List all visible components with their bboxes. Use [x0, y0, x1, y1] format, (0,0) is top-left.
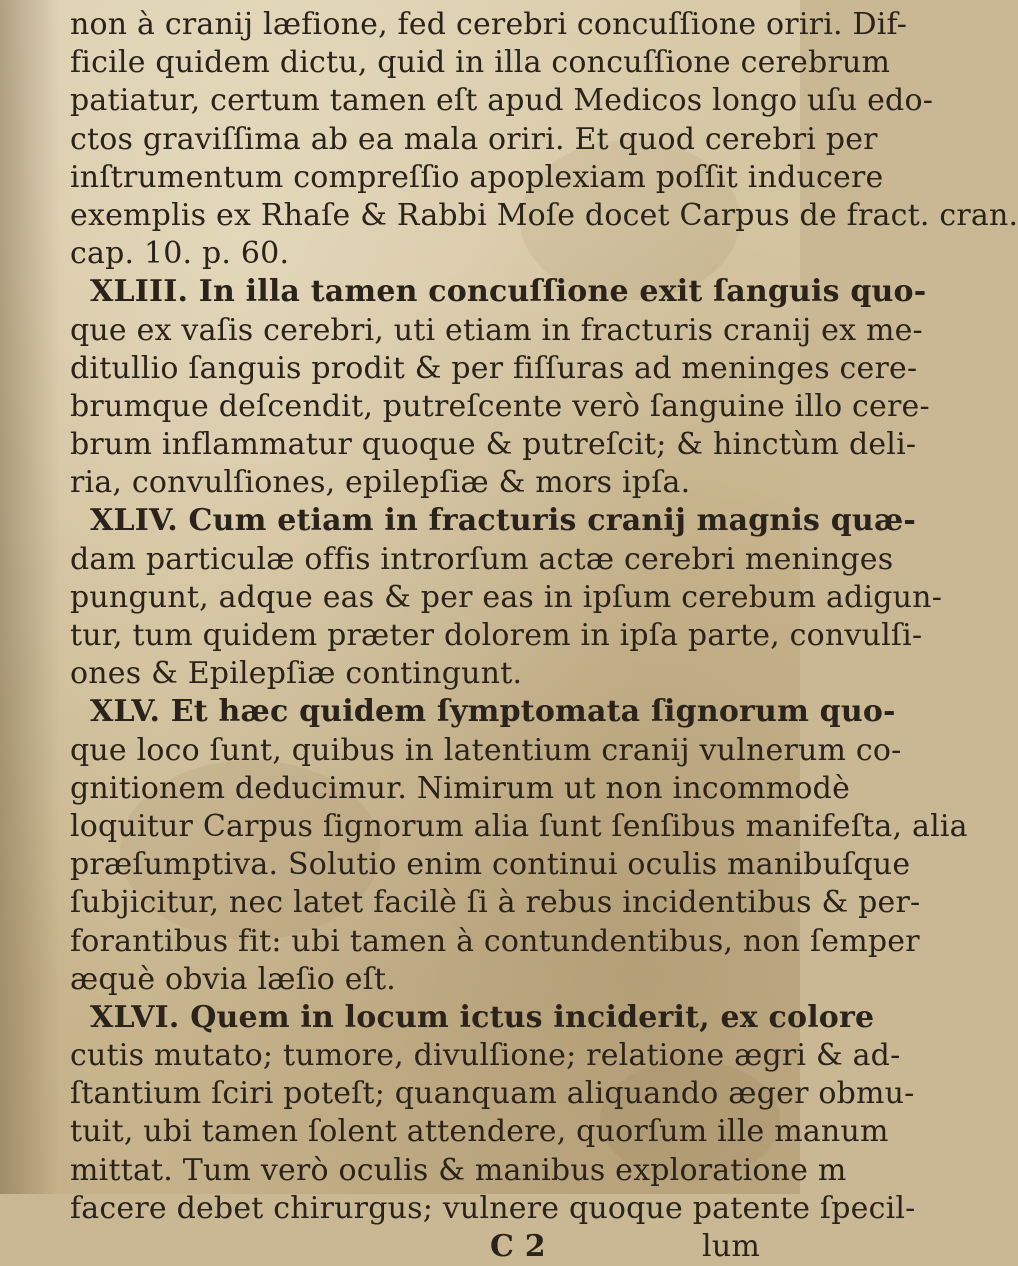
text-line: que loco ſunt, quibus in latentium cranij vulnerum co-: [70, 732, 902, 768]
page-gutter-shadow: [0, 0, 60, 1194]
text-line: mittat. Tum verò oculis & manibus exploratione m: [70, 1152, 847, 1188]
catchword: lum: [702, 1229, 760, 1264]
text-line: ſtantium ſciri poteſt; quanquam aliquando æger obmu-: [70, 1076, 915, 1112]
text-line: tuit, ubi tamen ſolent attendere, quorſum ille manum: [70, 1114, 889, 1150]
section-xlv: XLV. Et hæc quidem ſymptomata ſignorum quo-: [90, 694, 896, 730]
text-line: ctos graviſſima ab ea mala oriri. Et quod cerebri per: [70, 121, 878, 157]
section-xliii: XLIII. In illa tamen concuſſione exit ſanguis quo-: [90, 274, 927, 310]
text-line: ones & Epilepſiæ contingunt.: [70, 656, 523, 692]
text-line: brum inflammatur quoque & putreſcit; & hinctùm deli-: [70, 427, 917, 463]
text-line: que ex vaſis cerebri, uti etiam in fracturis cranij ex me-: [70, 312, 923, 348]
text-line: ria, convulſiones, epilepſiæ & mors ipſa.: [70, 465, 691, 501]
section-xliv: XLIV. Cum etiam in fracturis cranij magnis quæ-: [90, 503, 917, 539]
text-line: loquitur Carpus ſignorum alia ſunt ſenſibus manifeſta, alia: [70, 808, 968, 844]
text-line: brumque deſcendit, putreſcente verò ſanguine illo cere-: [70, 388, 930, 424]
text-line: ditullio ſanguis prodit & per fiſſuras ad meninges cere-: [70, 350, 918, 386]
text-line: dam particulæ offis introrſum actæ cerebri meninges: [70, 541, 894, 577]
text-line: cutis mutato; tumore, divulſione; relatione ægri & ad-: [70, 1038, 901, 1074]
text-line: patiatur, certum tamen eſt apud Medicos longo uſu edo-: [70, 83, 934, 119]
text-line: non à cranij læfione, fed cerebri concuſſione oriri. Dif-: [70, 7, 908, 42]
text-line: exemplis ex Rhaſe & Rabbi Moſe docet Carpus de fract. cran.: [70, 197, 1018, 233]
text-line: gnitionem deducimur. Nimirum ut non incommodè: [70, 770, 851, 806]
text-line: præſumptiva. Solutio enim continui oculis manibuſque: [70, 847, 911, 883]
body-text: [70, 6, 1018, 1266]
page-footer: [70, 1228, 790, 1266]
section-xlvi: XLVI. Quem in locum ictus inciderit, ex colore: [90, 999, 875, 1035]
text-line: facere debet chirurgus; vulnere quoque patente ſpecil-: [70, 1190, 916, 1226]
signature-mark: C 2: [490, 1229, 546, 1264]
text-line: forantibus fit: ubi tamen à contundentibus, non ſemper: [70, 923, 920, 959]
text-line: æquè obvia læſio eſt.: [70, 961, 396, 997]
text-line: ſubjicitur, nec latet facilè ſi à rebus incidentibus & per-: [70, 885, 921, 921]
text-line: tur, tum quidem præter dolorem in ipſa parte, convulſi-: [70, 618, 923, 653]
text-line: ficile quidem dictu, quid in illa concuſſione cerebrum: [70, 45, 891, 81]
text-line: cap. 10. p. 60.: [70, 236, 290, 272]
text-line: pungunt, adque eas & per eas in ipſum cerebum adigun-: [70, 579, 943, 615]
text-line: inſtrumentum compreſſio apoplexiam poſſit inducere: [70, 159, 884, 195]
